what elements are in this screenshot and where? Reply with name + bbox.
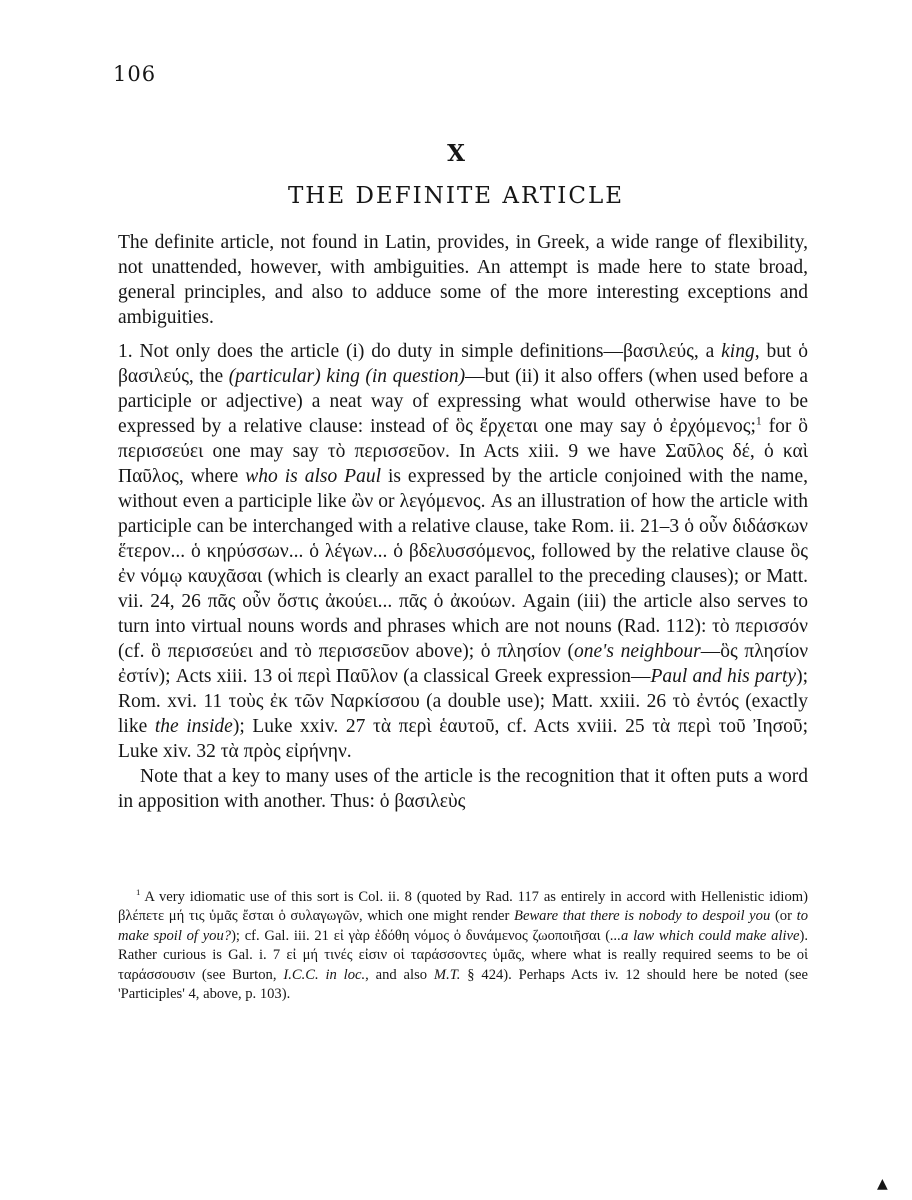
page-number: 106 (113, 62, 157, 86)
footnote: $^1$ A very idiomatic use of this sort is Col. ii. 8 (quoted by Rad. 117 as entirely in accord with Hellenistic idiom) βλέπετε μή τις ὑμᾶς ἔσται ὁ συλαγωγῶν, which one might render Beware that there is nobody to despoil you (or to make spoil of you?); cf. Gal. iii. 21 εἰ γὰρ ἐδόθη νόμος ὁ δυνάμενος ζωοποιῆσαι (...a law which could make alive). Rather curious is Gal. i. 7 εἰ μή τινές εἰσιν οἱ ταράσσοντες ὑμᾶς, where what is really required seems to be οἱ ταράσσουσιν (see Burton, I.C.C. in loc., and also M.T. § 424). Perhaps Acts iv. 12 should here be noted (see 'Participles' 4, above, p. 103). (118, 887, 808, 1003)
note-paragraph: Note that a key to many uses of the article is the recognition that it often puts a word in apposition with another. Thus: ὁ βασιλεὺς (118, 766, 808, 812)
footnote-marker: 1 (136, 887, 141, 898)
footnote-ref: 1 (755, 414, 762, 428)
section-1-paragraph: 1. Not only does the article (i) do duty in simple definitions—βασιλεύς, a king, but ὁ βασιλεύς, the (particular) king (in question)—but (ii) it also offers (when used before a participle or adjective) a neat way of expressing what would otherwise have to be expressed by a relative clause: instead of ὃς ἔρχεται one may say ὁ ἐρχόμενος;$^1$ for ὃ περισσεύει one may say τὸ περισσεῦον. In Acts xiii. 9 we have Σαῦλος δέ, ὁ καὶ Παῦλος, where who is also Paul is expressed by the article conjoined with the name, without even a participle like ὢν or λεγόμενος. As an illustration of how the article with participle can be interchanged with a relative clause, take Rom. ii. 21–3 ὁ οὖν διδάσκων ἕτερον... ὁ κηρύσσων... ὁ λέγων... ὁ βδελυσσόμενος, followed by the relative clause ὃς ἐν νόμῳ καυχᾶσαι (which is clearly an exact parallel to the preceding clauses); or Matt. vii. 24, 26 πᾶς οὖν ὅστις ἀκούει... πᾶς ὁ ἀκούων. Again (iii) the article also serves to turn into virtual nouns words and phrases which are not nouns (Rad. 112): τὸ περισσόν (cf. ὃ περισσεύει and τὸ περισσεῦον above); ὁ πλησίον (one's neighbour—ὃς πλησίον ἐστίν); Acts xiii. 13 οἱ περὶ Παῦλον (a classical Greek expression—Paul and his party); Rom. xvi. 11 τοὺς ἐκ τῶν Ναρκίσσου (a double use); Matt. xxiii. 26 τὸ ἐντός (exactly like the inside); Luke xxiv. 27 τὰ περὶ ἑαυτοῦ, cf. Acts xviii. 25 τὰ περὶ τοῦ Ἰησοῦ; Luke xiv. 32 τὰ πρὸς εἰρήνην. (118, 341, 809, 762)
body-text (118, 230, 808, 814)
chapter-title: THE DEFINITE ARTICLE (287, 183, 625, 209)
chapter-number: X (447, 140, 465, 167)
intro-paragraph: The definite article, not found in Latin, provides, in Greek, a wide range of flexibility, not unattended, however, with ambiguities. An attempt is made here to state broad, general principles, and also to adduce some of the more interesting exceptions and ambiguities. (118, 232, 808, 328)
corner-mark: ▲ (877, 1176, 888, 1192)
